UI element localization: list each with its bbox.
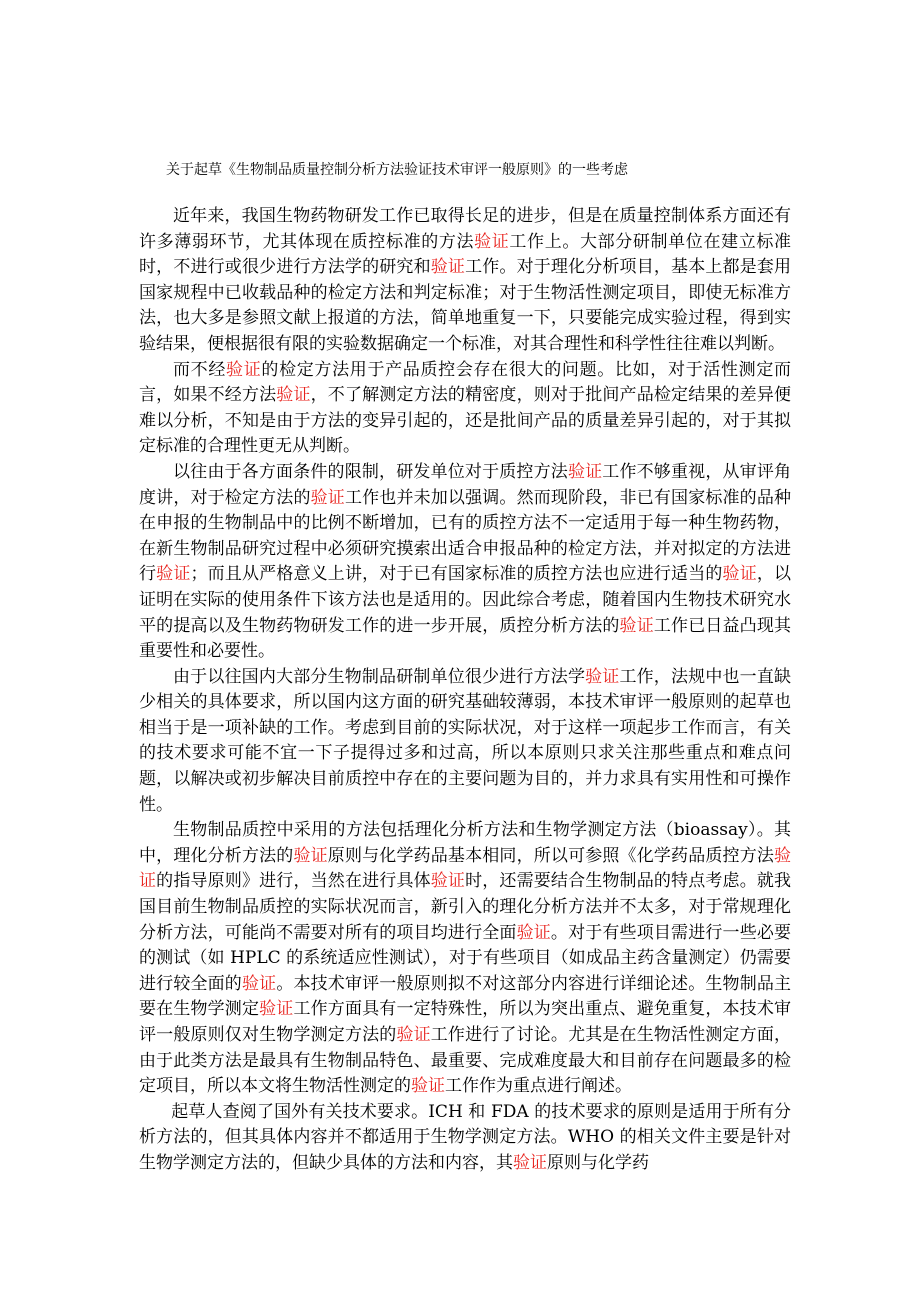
highlighted-term: 验证 [241,973,277,994]
paragraph-text: 的指导原则》进行，当然在进行具体 [156,871,431,892]
highlighted-term: 验证 [513,1152,547,1173]
paragraph-text: 工作进行了讨论。尤其是在生物活性测定方面，由于此类方法是最具有生物制品特色、最重要、完成难度最大和目前存在问题最多的检定项目，所以本文将生物活性测定的 [139,1025,792,1097]
paragraph-text: ，不了解测定方法的精密度，则对于批间产品检定结果的差异便难以分析，不知是由于方法的变异引起的，还是批间产品的质量差异引起的，对于其拟定标准的合理性更无从判断。 [139,385,792,457]
paragraph-text: 近年来，我国生物药物研发工作已取得长足的进步，但是在质量控制体系方面还有许多薄弱环节，尤其体现在质控标准的方法 [139,206,791,252]
highlighted-term: 验证 [722,564,757,585]
paragraph-text: 。对于有些项目需进行一些必要的测试（如 HPLC 的系统适应性测试），对于有些项目（如成品主药含量测定）仍需要进行较全面的 [139,922,792,994]
highlighted-term: 验证 [430,257,466,278]
document-title: 关于起草《生物制品质量控制分析方法验证技术审评一般原则》的一些考虑 [166,162,628,178]
highlighted-term: 验证 [474,231,510,252]
paragraph-text: 工作，法规中也一直缺少相关的具体要求，所以国内这方面的研究基础较薄弱，本技术审评一般原则的起草也相当于是一项补缺的工作。考虑到目前的实际状况，对于这样一项起步工作而言，有关的技术要求可能不宜一下子提得过多和过高，所以本原则只求关注那些重点和难点问题，以解决或初步解决目前质控中存在的主要问题为目的，并力求具有实用性和可操作性。 [139,666,792,815]
paragraph-text: 工作已日益凸现其重要性和必要性。 [139,615,792,662]
highlighted-term: 验证 [396,1025,431,1045]
paragraph-text: 时，还需要结合生物制品的特点考虑。就我国目前生物制品质控的实际状况而言，新引入的理化分析方法并不太多，对于常规理化分析方法，可能尚不需要对所有的项目均进行全面 [139,871,792,943]
highlighted-term: 验证 [411,1076,445,1097]
highlighted-term: 验证 [259,999,294,1020]
paragraph-text: 工作不够重视，从审评角度讲，对于检定方法的 [139,461,792,508]
paragraph-text: 工作上。大部分研制单位在建立标准时，不进行或很少进行方法学的研究和 [139,231,792,278]
highlighted-term: 验证 [567,461,603,482]
paragraph-text: 工作也并未加以强调。然而现阶段，非已有国家标准的品种在申报的生物制品中的比例不断增加，已有的质控方法不一定适用于每一种生物药物，在新生物制品研究过程中必须研究摸索出适合申报品种的检定方法，并对拟定的方法进行 [139,487,792,585]
paragraph-text: 的检定方法用于产品质控会存在很大的问题。比如，对于活性测定而言，如果不经方法 [139,359,792,406]
paragraph-text: ；而且从严格意义上讲，对于已有国家标准的质控方法也应进行适当的 [190,564,723,585]
highlighted-term: 验证 [430,871,466,892]
paragraph [139,818,791,1100]
highlighted-term: 验证 [619,615,654,636]
paragraph [139,460,791,665]
paragraph [139,1100,791,1177]
paragraph-text: 起草人查阅了国外有关技术要求。ICH 和 FDA 的技术要求的原则是适用于所有分析方法的，但其具体内容并不都适用于生物学测定方法。WHO 的相关文件主要是针对生物学测定方法的，但缺少具体的方法和内容，其 [139,1101,791,1173]
paragraph-text: 工作。对于理化分析项目，基本上都是套用国家规程中已收载品种的检定方法和判定标准；对于生物活性测定项目，即使无标准方法，也大多是参照文献上报道的方法，简单地重复一下，只要能完成实验过程，得到实验结果，便根据很有限的实验数据确定一个标准，对其合理性和科学性往往难以判断。 [139,257,792,354]
highlighted-term: 验证 [516,922,551,943]
paragraph-text: 原则与化学药 [547,1152,649,1173]
paragraph-text: 。本技术审评一般原则拟不对这部分内容进行详细论述。生物制品主要在生物学测定 [139,973,792,1020]
highlighted-term: 验证 [310,487,345,508]
paragraph-text: 原则与化学药品基本相同，所以可参照《化学药品质控方法 [327,845,775,866]
paragraph [139,358,791,460]
paragraph [139,204,791,358]
paragraph-text: 工作方面具有一定特殊性，所以为突出重点、避免重复，本技术审评一般原则仅对生物学测定方法的 [139,999,792,1045]
highlighted-term: 验证 [139,845,792,892]
paragraph-text: ，以证明在实际的使用条件下该方法也是适用的。因此综合考虑，随着国内生物技术研究水平的提高以及生物药物研发工作的进一步开展，质控分析方法的 [139,564,792,636]
highlighted-term: 验证 [156,564,191,585]
highlighted-term: 验证 [585,666,620,687]
document-body [139,204,791,1177]
paragraph [139,665,791,819]
paragraph-text: 工作作为重点进行阐述。 [445,1076,632,1097]
highlighted-term: 验证 [276,385,311,406]
paragraph-text: 而不经 [173,359,227,380]
highlighted-term: 验证 [293,845,328,866]
highlighted-term: 验证 [226,359,262,380]
paragraph-text: 生物制品质控中采用的方法包括理化分析方法和生物学测定方法（bioassay）。其中，理化分析方法的 [139,820,791,866]
paragraph-text: 由于以往国内大部分生物制品研制单位很少进行方法学 [173,666,586,687]
paragraph-text: 以往由于各方面条件的限制，研发单位对于质控方法 [173,461,568,482]
